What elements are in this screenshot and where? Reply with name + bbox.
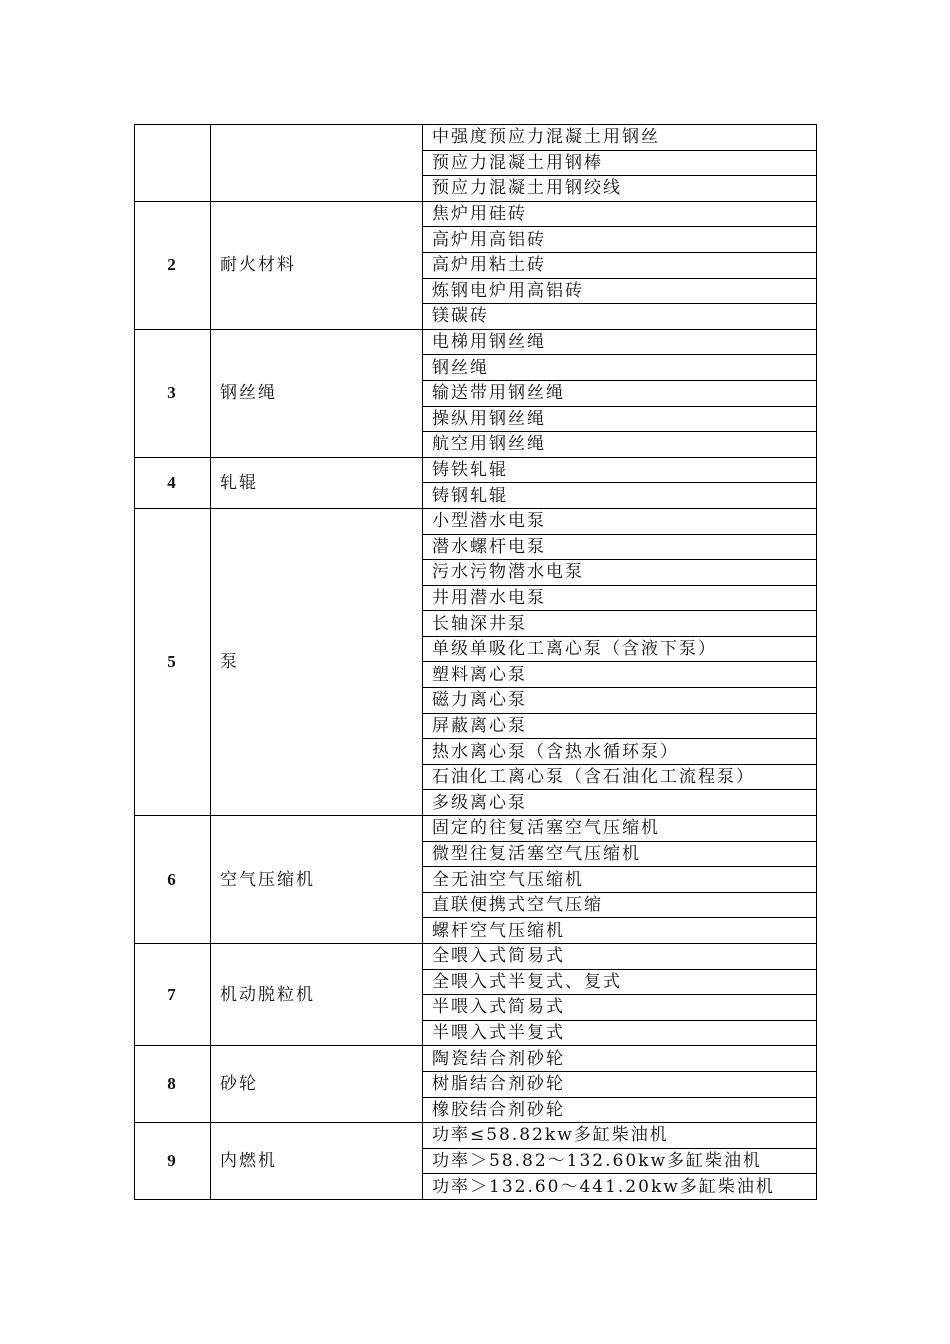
product-item-cell: 焦炉用硅砖 xyxy=(423,201,817,227)
product-item-cell: 全喂入式简易式 xyxy=(423,944,817,970)
product-item-cell: 功率＞132.60～441.20kw多缸柴油机 xyxy=(423,1174,817,1200)
product-item-cell: 航空用钢丝绳 xyxy=(423,432,817,458)
product-item-cell: 半喂入式简易式 xyxy=(423,995,817,1021)
group-number-cell: 3 xyxy=(135,329,211,457)
product-item-cell: 石油化工离心泵（含石油化工流程泵） xyxy=(423,764,817,790)
table-row xyxy=(135,1046,817,1072)
product-item-cell: 微型往复活塞空气压缩机 xyxy=(423,841,817,867)
product-item-cell: 铸铁轧辊 xyxy=(423,457,817,483)
product-item-cell: 井用潜水电泵 xyxy=(423,585,817,611)
product-item-cell: 钢丝绳 xyxy=(423,355,817,381)
product-item-cell: 长轴深井泵 xyxy=(423,611,817,637)
product-item-cell: 小型潜水电泵 xyxy=(423,508,817,534)
product-item-cell: 操纵用钢丝绳 xyxy=(423,406,817,432)
product-item-cell: 功率≤58.82kw多缸柴油机 xyxy=(423,1123,817,1149)
product-item-cell: 污水污物潜水电泵 xyxy=(423,560,817,586)
product-item-cell: 固定的往复活塞空气压缩机 xyxy=(423,816,817,842)
group-category-cell xyxy=(211,125,423,202)
group-number-cell: 4 xyxy=(135,457,211,508)
group-number-cell: 5 xyxy=(135,508,211,815)
product-item-cell: 多级离心泵 xyxy=(423,790,817,816)
product-item-cell: 潜水螺杆电泵 xyxy=(423,534,817,560)
group-number-cell: 8 xyxy=(135,1046,211,1123)
group-category-cell: 泵 xyxy=(211,508,423,815)
product-item-cell: 高炉用高铝砖 xyxy=(423,227,817,253)
product-item-cell: 功率＞58.82～132.60kw多缸柴油机 xyxy=(423,1148,817,1174)
table-row xyxy=(135,125,817,151)
group-category-cell: 耐火材料 xyxy=(211,201,423,329)
group-category-cell: 空气压缩机 xyxy=(211,816,423,944)
table-row xyxy=(135,201,817,227)
product-item-cell: 磁力离心泵 xyxy=(423,688,817,714)
table-row xyxy=(135,816,817,842)
product-item-cell: 橡胶结合剂砂轮 xyxy=(423,1097,817,1123)
product-item-cell: 全无油空气压缩机 xyxy=(423,867,817,893)
product-item-cell: 树脂结合剂砂轮 xyxy=(423,1071,817,1097)
group-category-cell: 钢丝绳 xyxy=(211,329,423,457)
table-row xyxy=(135,1123,817,1149)
product-item-cell: 铸钢轧辊 xyxy=(423,483,817,509)
table-row xyxy=(135,944,817,970)
product-item-cell: 中强度预应力混凝土用钢丝 xyxy=(423,125,817,151)
group-category-cell: 机动脱粒机 xyxy=(211,944,423,1046)
group-number-cell xyxy=(135,125,211,202)
product-item-cell: 陶瓷结合剂砂轮 xyxy=(423,1046,817,1072)
product-item-cell: 高炉用粘土砖 xyxy=(423,252,817,278)
group-category-cell: 轧辊 xyxy=(211,457,423,508)
group-number-cell: 6 xyxy=(135,816,211,944)
product-item-cell: 镁碳砖 xyxy=(423,304,817,330)
catalog-table-body xyxy=(135,125,817,1200)
table-row xyxy=(135,457,817,483)
product-item-cell: 直联便携式空气压缩 xyxy=(423,892,817,918)
table-row xyxy=(135,508,817,534)
product-catalog-table xyxy=(134,124,817,1200)
table-row xyxy=(135,329,817,355)
product-item-cell: 屏蔽离心泵 xyxy=(423,713,817,739)
group-number-cell: 2 xyxy=(135,201,211,329)
product-item-cell: 螺杆空气压缩机 xyxy=(423,918,817,944)
group-category-cell: 内燃机 xyxy=(211,1123,423,1200)
product-item-cell: 电梯用钢丝绳 xyxy=(423,329,817,355)
product-item-cell: 半喂入式半复式 xyxy=(423,1020,817,1046)
product-item-cell: 预应力混凝土用钢棒 xyxy=(423,150,817,176)
group-category-cell: 砂轮 xyxy=(211,1046,423,1123)
product-item-cell: 热水离心泵（含热水循环泵） xyxy=(423,739,817,765)
product-item-cell: 预应力混凝土用钢绞线 xyxy=(423,176,817,202)
group-number-cell: 7 xyxy=(135,944,211,1046)
product-item-cell: 塑料离心泵 xyxy=(423,662,817,688)
product-item-cell: 炼钢电炉用高铝砖 xyxy=(423,278,817,304)
product-item-cell: 全喂入式半复式、复式 xyxy=(423,969,817,995)
product-item-cell: 单级单吸化工离心泵（含液下泵） xyxy=(423,636,817,662)
product-item-cell: 输送带用钢丝绳 xyxy=(423,380,817,406)
group-number-cell: 9 xyxy=(135,1123,211,1200)
